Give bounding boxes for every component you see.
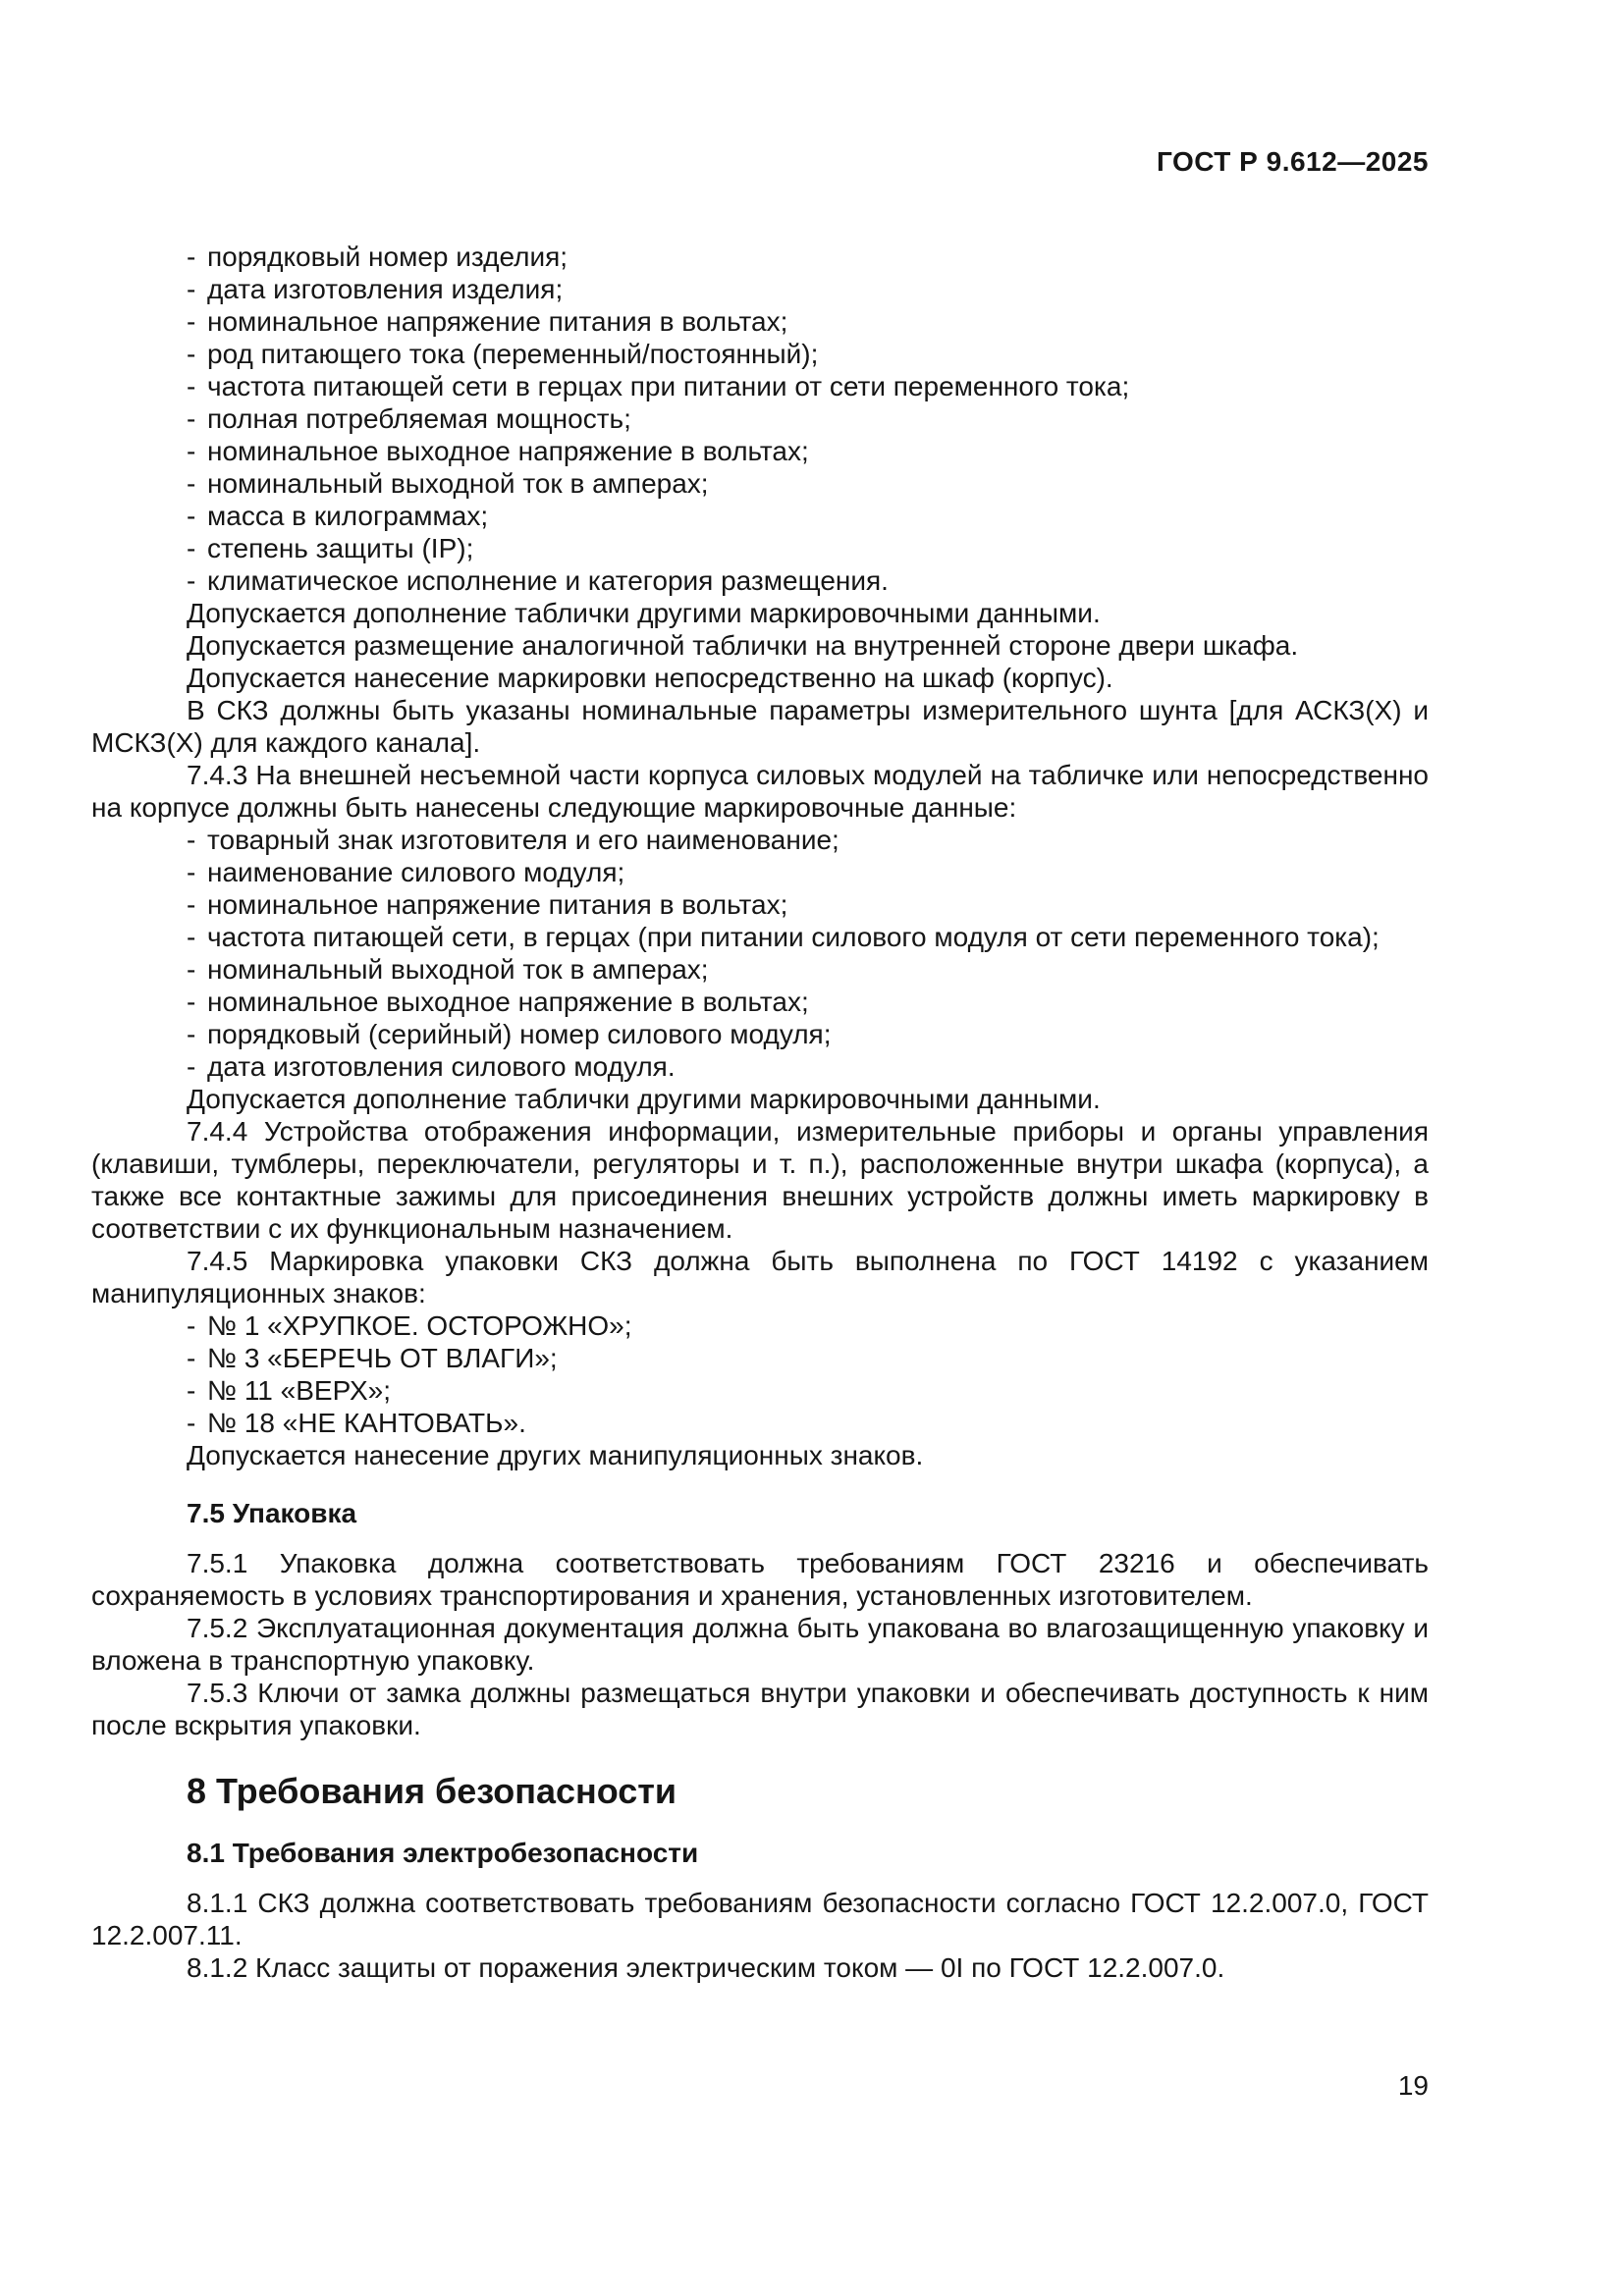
list-item xyxy=(91,338,1429,370)
list-item xyxy=(91,921,1429,953)
section-heading: 8 Требования безопасности xyxy=(187,1771,677,1811)
paragraph: 8.1.1 СКЗ должна соответствовать требованиям безопасности согласно ГОСТ 12.2.007.0, ГОСТ 12.2.007.11. xyxy=(91,1888,1429,1950)
list-item-text: № 11 «ВЕРХ»; xyxy=(207,1375,392,1406)
list-item-text: порядковый номер изделия; xyxy=(207,241,568,272)
list-item-text: № 18 «НЕ КАНТОВАТЬ». xyxy=(207,1408,526,1438)
list-item-text: частота питающей сети в герцах при питании от сети переменного тока; xyxy=(207,371,1130,401)
list-item xyxy=(91,1342,1429,1374)
list-item-text: дата изготовления изделия; xyxy=(207,274,564,304)
paragraph: 7.5.1 Упаковка должна соответствовать требованиям ГОСТ 23216 и обеспечивать сохраняемость в условиях транспортирования и хранения, установленных изготовителем. xyxy=(91,1548,1429,1611)
paragraph: 7.4.4 Устройства отображения информации, измерительные приборы и органы управления (клавиши, тумблеры, переключатели, регуляторы и т. п.), расположенные внутри шкафа (корпуса), а также все контактные зажимы для присоединения внешних устройств должны иметь маркировку в соответствии с их функциональным назначением. xyxy=(91,1116,1429,1244)
list-item xyxy=(91,500,1429,532)
list-item xyxy=(91,888,1429,921)
list-item-text: полная потребляемая мощность; xyxy=(207,403,631,434)
list-item xyxy=(91,1374,1429,1407)
list-item-marker: - xyxy=(187,1343,196,1373)
list-item-text: № 3 «БЕРЕЧЬ ОТ ВЛАГИ»; xyxy=(207,1343,558,1373)
paragraph: Допускается дополнение таблички другими маркировочными данными. xyxy=(187,598,1101,628)
list-item-text: порядковый (серийный) номер силового модуля; xyxy=(207,1019,832,1049)
page-header-standard-number: ГОСТ Р 9.612—2025 xyxy=(1156,146,1429,177)
paragraph: 7.4.5 Маркировка упаковки СКЗ должна быть выполнена по ГОСТ 14192 с указанием манипуляционных знаков: xyxy=(91,1246,1429,1308)
list-item xyxy=(91,824,1429,856)
list-item-text: номинальное выходное напряжение в вольтах; xyxy=(207,436,809,466)
list-item-marker: - xyxy=(187,922,196,952)
list-item-text: степень защиты (IP); xyxy=(207,533,474,563)
paragraph: 8.1.2 Класс защиты от поражения электрическим током — 0I по ГОСТ 12.2.007.0. xyxy=(187,1952,1225,1983)
list-item-marker: - xyxy=(187,954,196,985)
paragraph: 7.5.2 Эксплуатационная документация должна быть упакована во влагозащищенную упаковку и вложена в транспортную упаковку. xyxy=(91,1613,1429,1676)
paragraph: 7.5.3 Ключи от замка должны размещаться внутри упаковки и обеспечивать доступность к ним после вскрытия упаковки. xyxy=(91,1678,1429,1740)
list-item-text: номинальное выходное напряжение в вольтах; xyxy=(207,987,809,1017)
list-item-marker: - xyxy=(187,533,196,563)
list-item-text: номинальный выходной ток в амперах; xyxy=(207,954,709,985)
list-item-marker: - xyxy=(187,1408,196,1438)
list-item-marker: - xyxy=(187,403,196,434)
list-item xyxy=(91,564,1429,597)
list-item-marker: - xyxy=(187,825,196,855)
list-item xyxy=(91,532,1429,564)
paragraph: Допускается размещение аналогичной таблички на внутренней стороне двери шкафа. xyxy=(187,630,1299,661)
list-item-marker: - xyxy=(187,468,196,499)
list-item xyxy=(91,402,1429,435)
document-content xyxy=(91,240,1429,1984)
list-item-marker: - xyxy=(187,241,196,272)
list-item-marker: - xyxy=(187,274,196,304)
subsection-heading: 8.1 Требования электробезопасности xyxy=(187,1838,699,1868)
paragraph: В СКЗ должны быть указаны номинальные параметры измерительного шунта [для АСКЗ(Х) и МСКЗ(Х) для каждого канала]. xyxy=(91,695,1429,758)
list-item-text: род питающего тока (переменный/постоянный); xyxy=(207,339,819,369)
list-item xyxy=(91,467,1429,500)
list-item xyxy=(91,953,1429,986)
list-item-text: дата изготовления силового модуля. xyxy=(207,1051,676,1082)
list-item-text: номинальное напряжение питания в вольтах; xyxy=(207,889,788,920)
list-item xyxy=(91,986,1429,1018)
list-item-marker: - xyxy=(187,1051,196,1082)
list-item xyxy=(91,1018,1429,1050)
list-item xyxy=(91,435,1429,467)
list-item xyxy=(91,1407,1429,1439)
list-item-marker: - xyxy=(187,987,196,1017)
paragraph: Допускается нанесение других манипуляционных знаков. xyxy=(187,1440,924,1470)
list-item-marker: - xyxy=(187,306,196,337)
paragraph: Допускается дополнение таблички другими маркировочными данными. xyxy=(187,1084,1101,1114)
list-item-marker: - xyxy=(187,857,196,887)
list-item-text: номинальный выходной ток в амперах; xyxy=(207,468,709,499)
list-item-text: масса в килограммах; xyxy=(207,501,489,531)
paragraph: 7.4.3 На внешней несъемной части корпуса силовых модулей на табличке или непосредственно на корпусе должны быть нанесены следующие маркировочные данные: xyxy=(91,760,1429,823)
list-item-marker: - xyxy=(187,1375,196,1406)
list-item-text: климатическое исполнение и категория размещения. xyxy=(207,565,889,596)
list-item xyxy=(91,273,1429,305)
list-item xyxy=(91,305,1429,338)
list-item-marker: - xyxy=(187,339,196,369)
list-item-marker: - xyxy=(187,1310,196,1341)
list-item-text: наименование силового модуля; xyxy=(207,857,625,887)
list-item-text: товарный знак изготовителя и его наименование; xyxy=(207,825,839,855)
list-item xyxy=(91,1050,1429,1083)
list-item-text: номинальное напряжение питания в вольтах; xyxy=(207,306,788,337)
list-item-marker: - xyxy=(187,1019,196,1049)
list-item xyxy=(91,1309,1429,1342)
list-item-marker: - xyxy=(187,889,196,920)
list-item xyxy=(91,856,1429,888)
list-item xyxy=(91,370,1429,402)
list-item-marker: - xyxy=(187,436,196,466)
list-item-marker: - xyxy=(187,371,196,401)
list-item-text: частота питающей сети, в герцах (при питании силового модуля от сети переменного тока); xyxy=(207,922,1380,952)
list-item xyxy=(91,240,1429,273)
page-number: 19 xyxy=(1397,2070,1429,2101)
subsection-heading: 7.5 Упаковка xyxy=(187,1498,357,1528)
list-item-text: № 1 «ХРУПКОЕ. ОСТОРОЖНО»; xyxy=(207,1310,632,1341)
list-item-marker: - xyxy=(187,501,196,531)
list-item-marker: - xyxy=(187,565,196,596)
paragraph: Допускается нанесение маркировки непосредственно на шкаф (корпус). xyxy=(187,663,1113,693)
